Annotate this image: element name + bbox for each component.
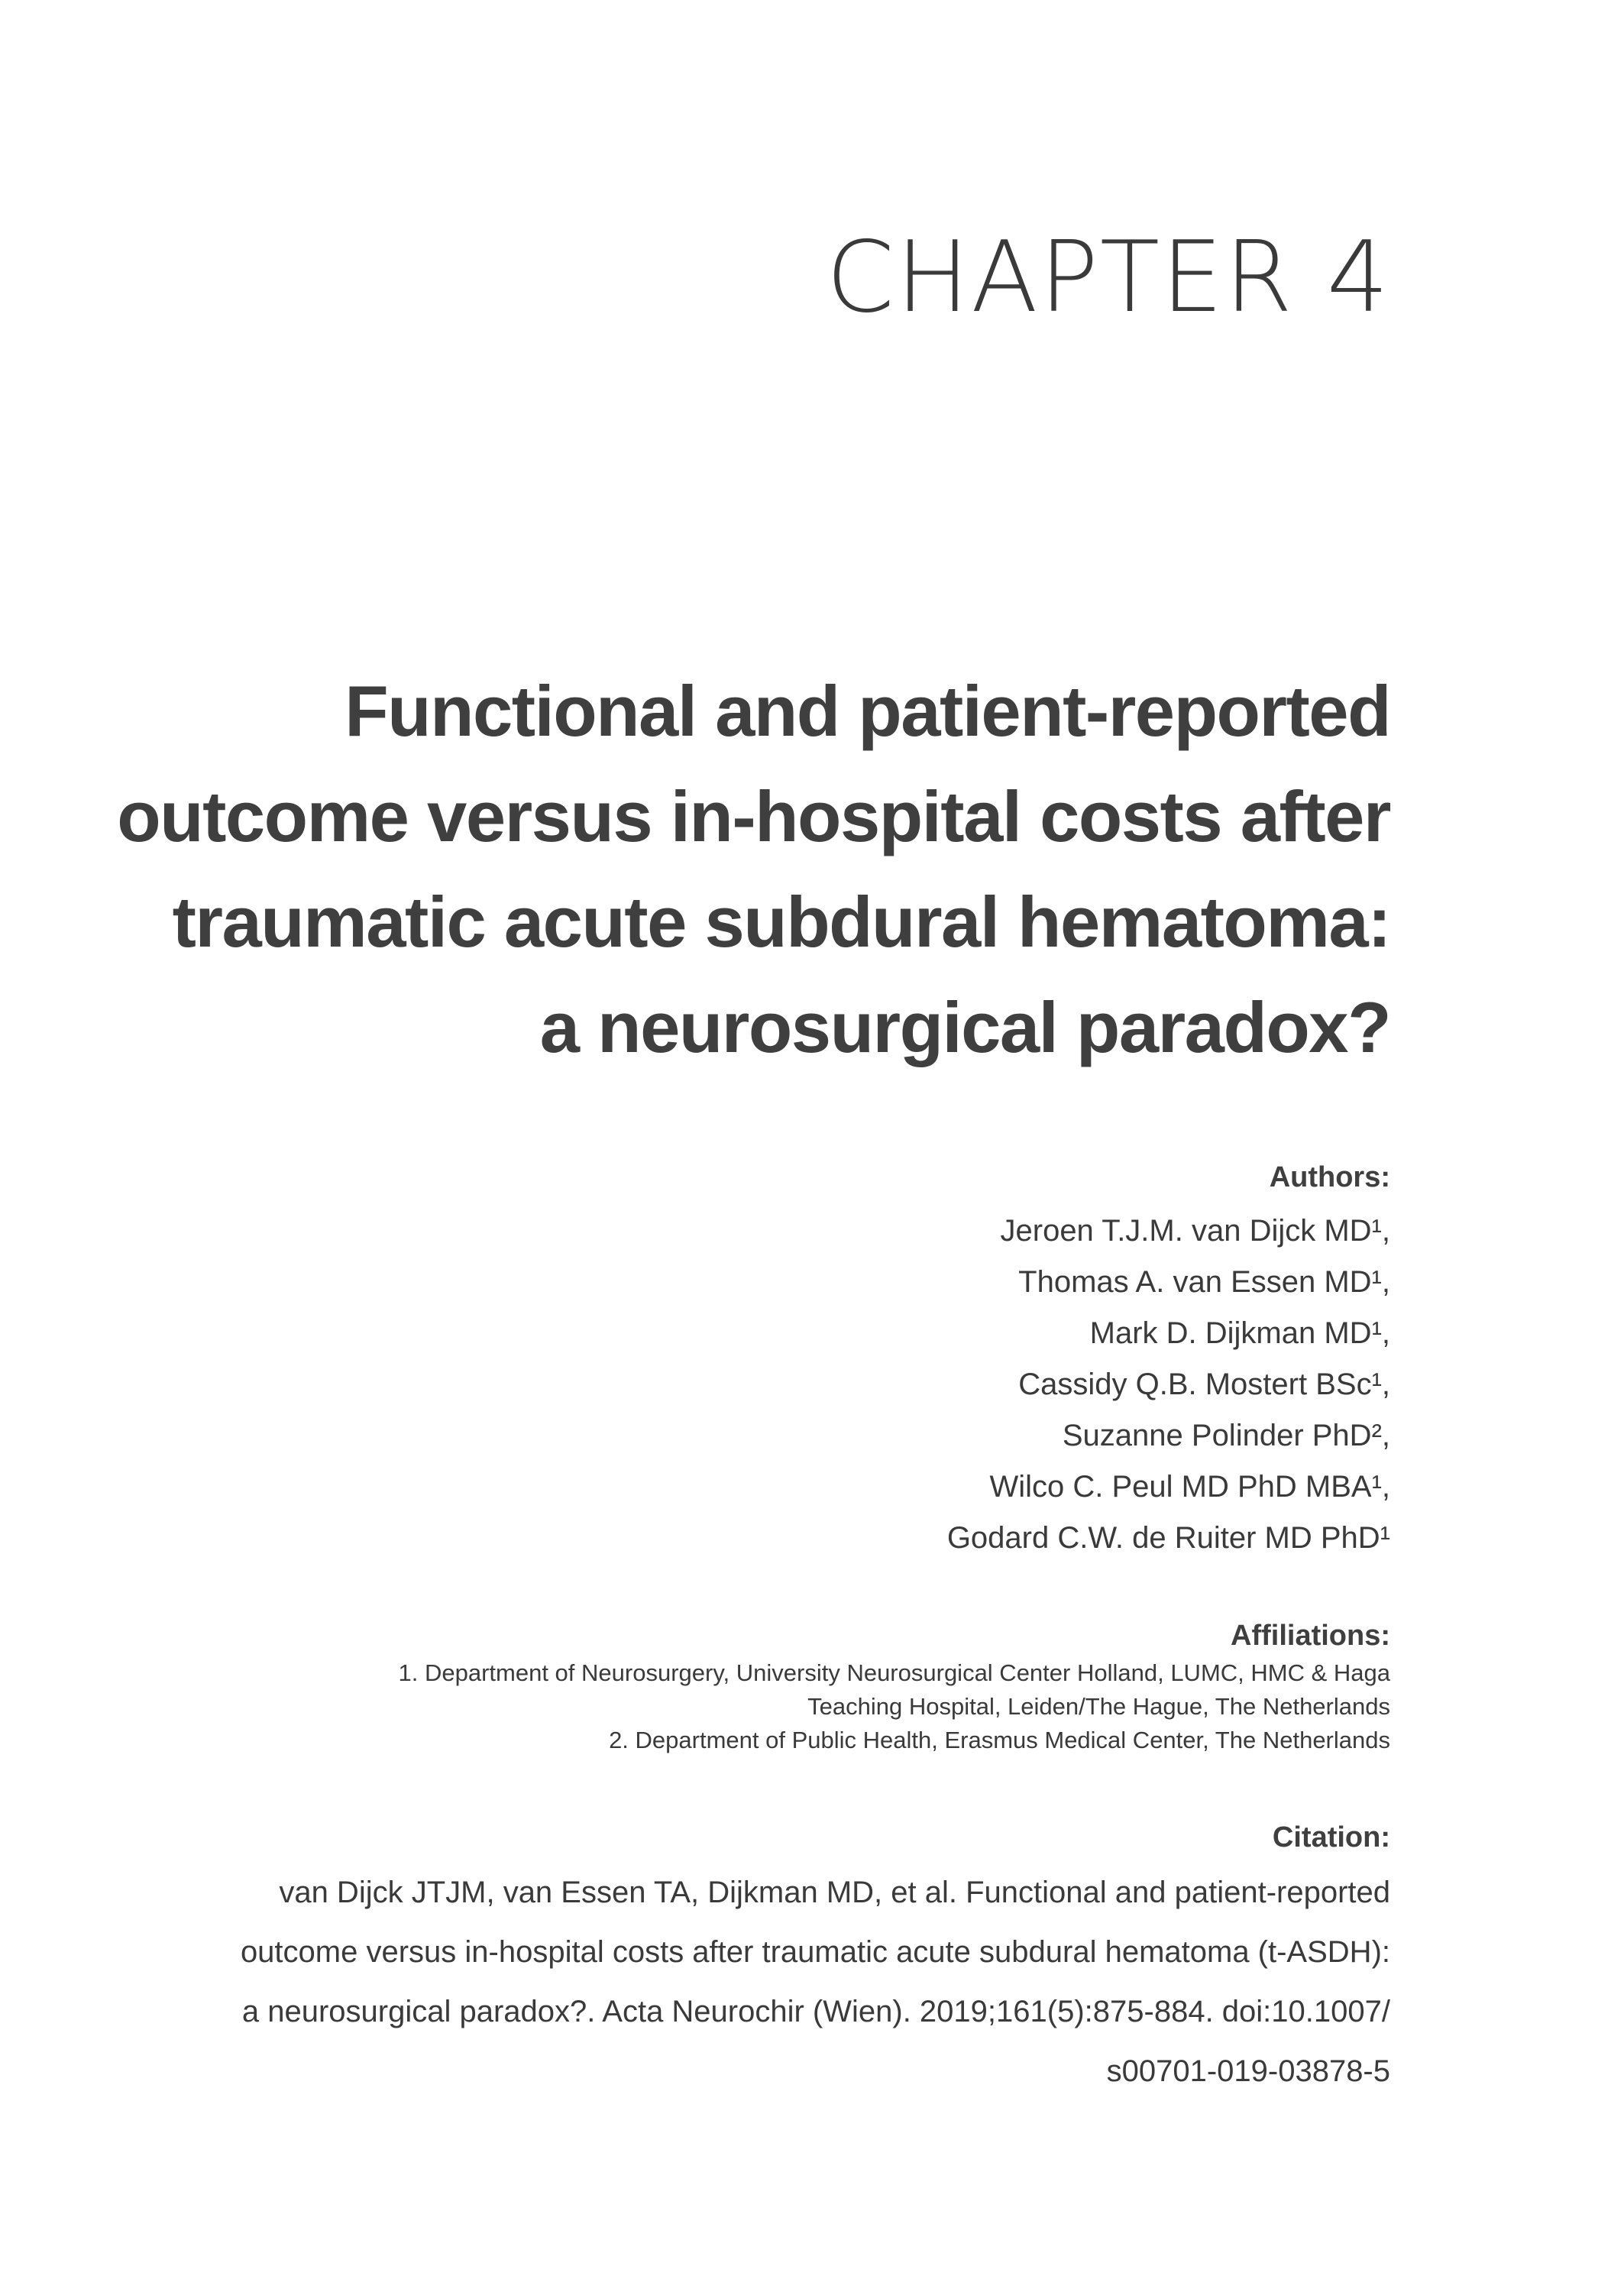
author-name: Thomas A. van Essen MD¹,	[1018, 1265, 1390, 1299]
citation-line: s00701-019-03878-5	[1106, 2054, 1390, 2088]
paper-title	[92, 659, 1390, 1080]
citation-section	[76, 1823, 1390, 2101]
authors-label: Authors:	[1269, 1161, 1390, 1193]
affiliations-section	[92, 1621, 1390, 1757]
title-line: Functional and patient-reported	[345, 671, 1390, 751]
citation-label: Citation:	[1272, 1821, 1390, 1853]
affiliations-label: Affiliations:	[1231, 1620, 1390, 1652]
citation-line: van Dijck JTJM, van Essen TA, Dijkman MD, et al. Functional and patient-reported	[279, 1876, 1390, 1909]
authors-section	[947, 1163, 1390, 1564]
citation-text	[76, 1863, 1390, 2101]
chapter-heading: CHAPTER 4	[826, 221, 1390, 335]
author-name: Suzanne Polinder PhD²,	[1062, 1419, 1390, 1452]
author-name: Mark D. Dijkman MD¹,	[1089, 1316, 1390, 1350]
citation-line: outcome versus in-hospital costs after traumatic acute subdural hematoma (t-ASDH):	[240, 1935, 1390, 1969]
author-name: Wilco C. Peul MD PhD MBA¹,	[989, 1470, 1390, 1504]
author-name: Jeroen T.J.M. van Dijck MD¹,	[1000, 1214, 1390, 1248]
author-name: Godard C.W. de Ruiter MD PhD¹	[946, 1521, 1390, 1555]
author-list	[947, 1206, 1390, 1564]
citation-line: a neurosurgical paradox?. Acta Neurochir (Wien). 2019;161(5):875-884. doi:10.1007/	[241, 1995, 1390, 2028]
title-line: a neurosurgical paradox?	[539, 987, 1390, 1067]
author-name: Cassidy Q.B. Mostert BSc¹,	[1018, 1368, 1390, 1401]
affiliation-line: 1. Department of Neurosurgery, University Neurosurgical Center Holland, LUMC, HMC & Haga	[398, 1659, 1390, 1686]
title-line: outcome versus in-hospital costs after	[117, 776, 1390, 856]
title-line: traumatic acute subdural hematoma:	[172, 882, 1390, 962]
affiliation-list	[92, 1656, 1390, 1757]
affiliation-line: 2. Department of Public Health, Erasmus Medical Center, The Netherlands	[609, 1727, 1390, 1753]
affiliation-line: Teaching Hospital, Leiden/The Hague, The Netherlands	[807, 1693, 1390, 1720]
